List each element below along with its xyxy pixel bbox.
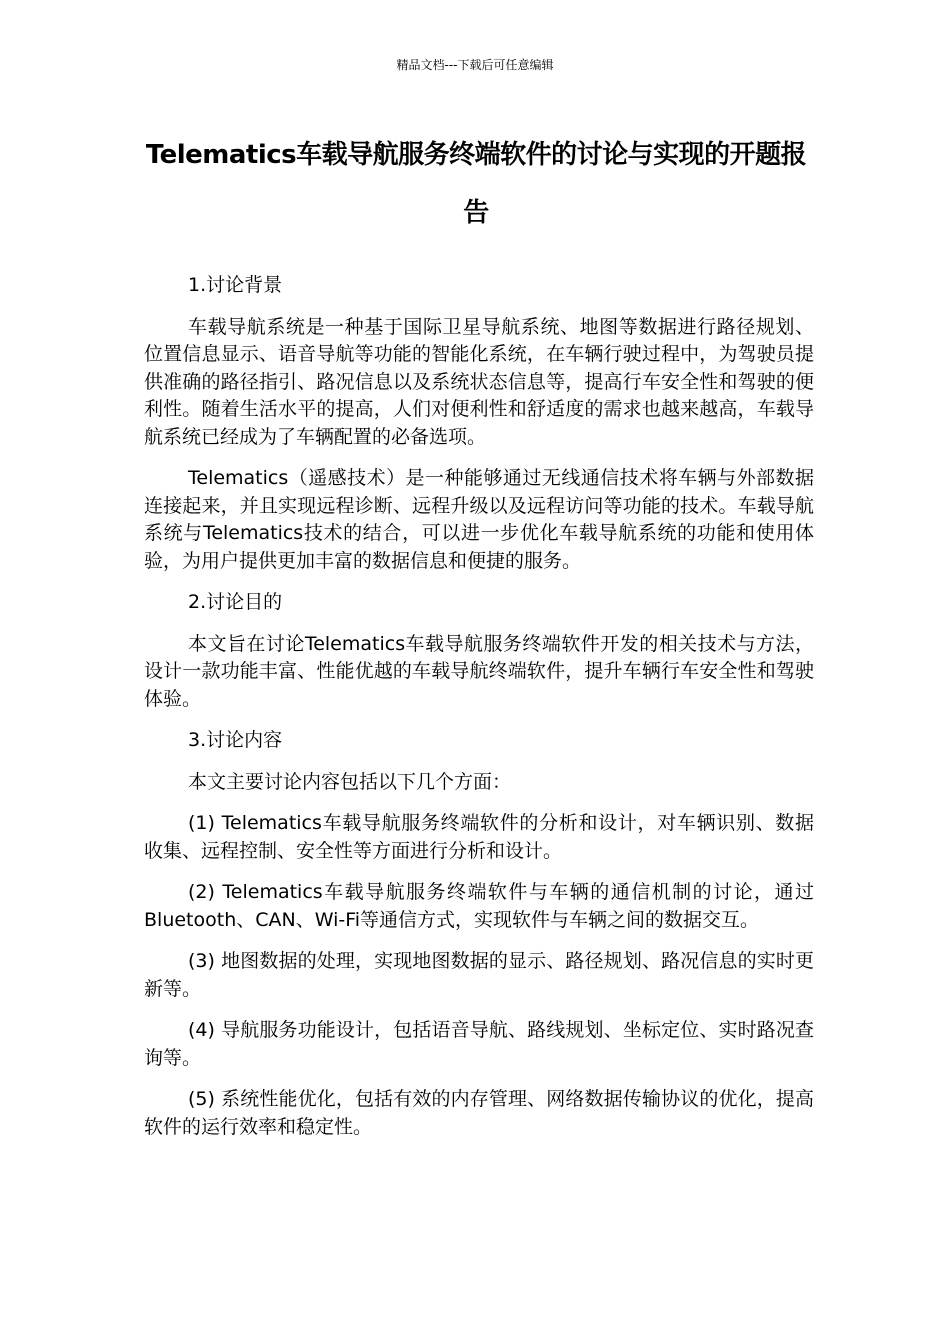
list-item-3: (3) 地图数据的处理，实现地图数据的显示、路径规划、路况信息的实时更新等。 (144, 950, 814, 1000)
paragraph-background-2: Telematics（遥感技术）是一种能够通过无线通信技术将车辆与外部数据连接起来，并且实现远程诊断、远程升级以及远程访问等功能的技术。车载导航系统与Telematics技术的结合，可以进一步优化车载导航系统的功能和使用体验，为用户提供更加丰富的数据信息和便捷的服务。 (144, 467, 814, 572)
paragraph-content-intro: 本文主要讨论内容包括以下几个方面： (188, 770, 512, 793)
list-item-2: (2) Telematics车载导航服务终端软件与车辆的通信机制的讨论，通过Bluetooth、CAN、Wi-Fi等通信方式，实现软件与车辆之间的数据交互。 (144, 881, 814, 931)
paragraph-purpose: 本文旨在讨论Telematics车载导航服务终端软件开发的相关技术与方法，设计一款功能丰富、性能优越的车载导航终端软件，提升车辆行车安全性和驾驶体验。 (144, 632, 814, 710)
section-heading-background: 1.讨论背景 (188, 274, 283, 296)
page-header: 精品文档---下载后可任意编辑 (396, 58, 554, 72)
section-heading-purpose: 2.讨论目的 (188, 591, 283, 613)
section-heading-content: 3.讨论内容 (188, 729, 283, 751)
list-item-1: (1) Telematics车载导航服务终端软件的分析和设计，对车辆识别、数据收集、远程控制、安全性等方面进行分析和设计。 (144, 812, 814, 862)
paragraph-background-1: 车载导航系统是一种基于国际卫星导航系统、地图等数据进行路径规划、位置信息显示、语音导航等功能的智能化系统，在车辆行驶过程中，为驾驶员提供准确的路径指引、路况信息以及系统状态信息等，提高行车安全性和驾驶的便利性。随着生活水平的提高，人们对便利性和舒适度的需求也越来越高，车载导航系统已经成为了车辆配置的必备选项。 (144, 315, 814, 448)
list-item-4: (4) 导航服务功能设计，包括语音导航、路线规划、坐标定位、实时路况查询等。 (144, 1019, 814, 1069)
document-title: Telematics车载导航服务终端软件的讨论与实现的开题报告 (145, 140, 807, 228)
document-body (144, 272, 814, 1155)
list-item-5: (5) 系统性能优化，包括有效的内存管理、网络数据传输协议的优化，提高软件的运行效率和稳定性。 (144, 1088, 814, 1138)
